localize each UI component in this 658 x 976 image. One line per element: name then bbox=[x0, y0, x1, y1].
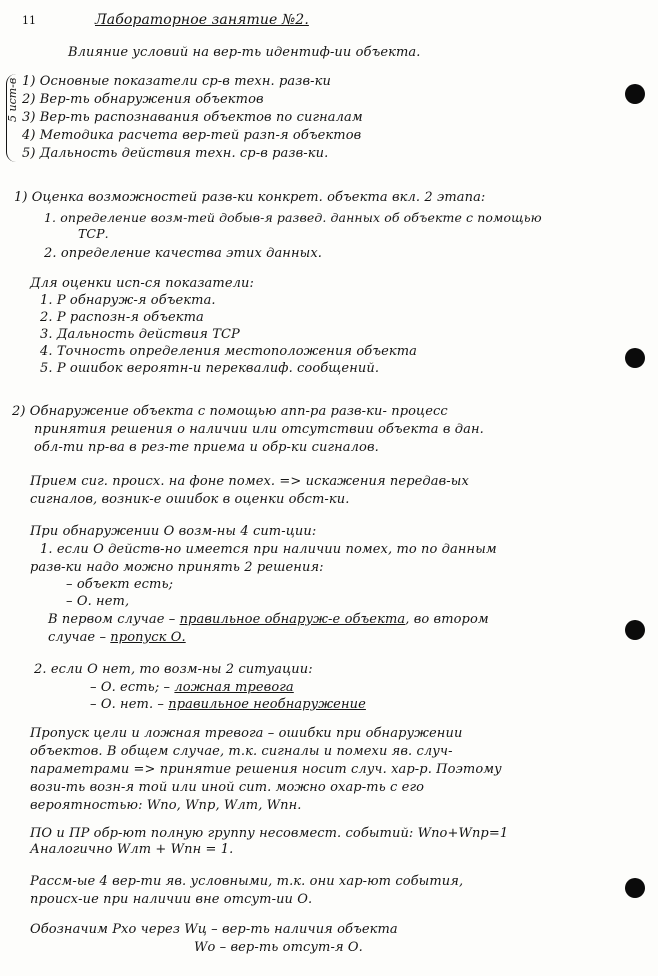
case1-first-line bbox=[48, 612, 489, 628]
list-item: 5) Дальность действия техн. ср-в разв-ки. bbox=[22, 146, 329, 161]
case2-option bbox=[90, 697, 366, 713]
indicator-item: 5. Р ошибок вероятн-и переквалиф. сообщений. bbox=[40, 361, 380, 376]
section1-step1: 1. определение возм-тей добыв-я развед. данных об объекте с помощью bbox=[44, 210, 542, 225]
case2-option2-label: – О. нет. – bbox=[90, 697, 165, 712]
case1-second-result: пропуск О. bbox=[110, 630, 186, 645]
case1-second-prefix: случае – bbox=[48, 630, 107, 645]
case1-option: – объект есть; bbox=[66, 577, 174, 592]
analog-line: Аналогично Wлт + Wпн = 1. bbox=[30, 842, 234, 857]
errors-line: объектов. В общем случае, т.к. сигналы и помехи яв. случ- bbox=[30, 744, 453, 759]
section1-step1-cont: ТСР. bbox=[78, 226, 109, 241]
punch-hole-4 bbox=[625, 878, 645, 898]
notation-line: Wо – вер-ть отсут-я О. bbox=[194, 940, 363, 955]
indicators-intro: Для оценки исп-ся показатели: bbox=[30, 276, 254, 291]
section2-line: 2) Обнаружение объекта с помощью апп-ра разв-ки- процесс bbox=[12, 404, 448, 419]
indicator-item: 3. Дальность действия ТСР bbox=[40, 327, 240, 342]
case2-option1-result: ложная тревога bbox=[174, 680, 294, 695]
case1-option: – О. нет, bbox=[66, 594, 130, 609]
punch-hole-1 bbox=[625, 84, 645, 104]
indicator-item: 2. Р распозн-я объекта bbox=[40, 310, 204, 325]
case2-line: 2. если О нет, то возм-ны 2 ситуации: bbox=[34, 662, 313, 677]
indicator-item: 4. Точность определения местоположения объекта bbox=[40, 344, 418, 359]
case1-first-result: правильное обнаруж-е объекта bbox=[179, 612, 406, 627]
notation-line: Обозначим Рхо через Wц – вер-ть наличия объекта bbox=[30, 922, 398, 937]
case1-second-label: , во втором bbox=[405, 612, 489, 627]
brace-label: 5 ист-в bbox=[6, 77, 19, 122]
conditional-line: происх-ие при наличии вне отсут-ии О. bbox=[30, 892, 313, 907]
case2-option bbox=[90, 680, 294, 696]
errors-line: вероятностью: Wпо, Wпр, Wлт, Wпн. bbox=[30, 798, 302, 813]
indicator-item: 1. Р обнаруж-я объекта. bbox=[40, 293, 216, 308]
conditional-line: Рассм-ые 4 вер-ти яв. условными, т.к. они хар-ют события, bbox=[30, 874, 464, 889]
case2-option1-label: – О. есть; – bbox=[90, 680, 171, 695]
punch-hole-3 bbox=[625, 620, 645, 640]
punch-hole-2 bbox=[625, 348, 645, 368]
list-item: 2) Вер-ть обнаружения объектов bbox=[22, 92, 264, 107]
list-item: 1) Основные показатели ср-в техн. разв-ки bbox=[22, 74, 331, 89]
case2-option2-result: правильное необнаружение bbox=[168, 697, 366, 712]
situations-intro: При обнаружении О возм-ны 4 сит-ции: bbox=[30, 524, 317, 539]
case1-second-line bbox=[48, 630, 186, 646]
full-group-line: ПО и ПР обр-ют полную группу несовмест. событий: Wпо+Wпр=1 bbox=[30, 826, 509, 841]
section2-line: обл-ти пр-ва в рез-те приема и обр-ки сигналов. bbox=[34, 440, 379, 455]
list-item: 3) Вер-ть распознавания объектов по сигналам bbox=[22, 110, 363, 125]
section1-step2: 2. определение качества этих данных. bbox=[44, 246, 322, 261]
case1-line: 1. если О действ-но имеется при наличии помех, то по данным bbox=[40, 542, 497, 557]
case1-line: разв-ки надо можно принять 2 решения: bbox=[30, 560, 324, 575]
page-title: Лабораторное занятие №2. bbox=[95, 12, 309, 28]
section1-intro: 1) Оценка возможностей разв-ки конкрет. объекта вкл. 2 этапа: bbox=[14, 190, 486, 205]
page-number: 11 bbox=[22, 14, 36, 27]
errors-line: параметрами => принятие решения носит случ. хар-р. Поэтому bbox=[30, 762, 502, 777]
case1-first-label: В первом случае – bbox=[48, 612, 176, 627]
page-subtitle: Влияние условий на вер-ть идентиф-ии объекта. bbox=[68, 45, 421, 60]
list-item: 4) Методика расчета вер-тей разп-я объектов bbox=[22, 128, 362, 143]
reception-line: сигналов, возник-е ошибок в оценки обст-ки. bbox=[30, 492, 350, 507]
errors-line: Пропуск цели и ложная тревога – ошибки при обнаружении bbox=[30, 726, 463, 741]
section2-line: принятия решения о наличии или отсутствии объекта в дан. bbox=[34, 422, 484, 437]
errors-line: вози-ть возн-я той или иной сит. можно охар-ть с его bbox=[30, 780, 425, 795]
reception-line: Прием сиг. происх. на фоне помех. => искажения передав-ых bbox=[30, 474, 469, 489]
